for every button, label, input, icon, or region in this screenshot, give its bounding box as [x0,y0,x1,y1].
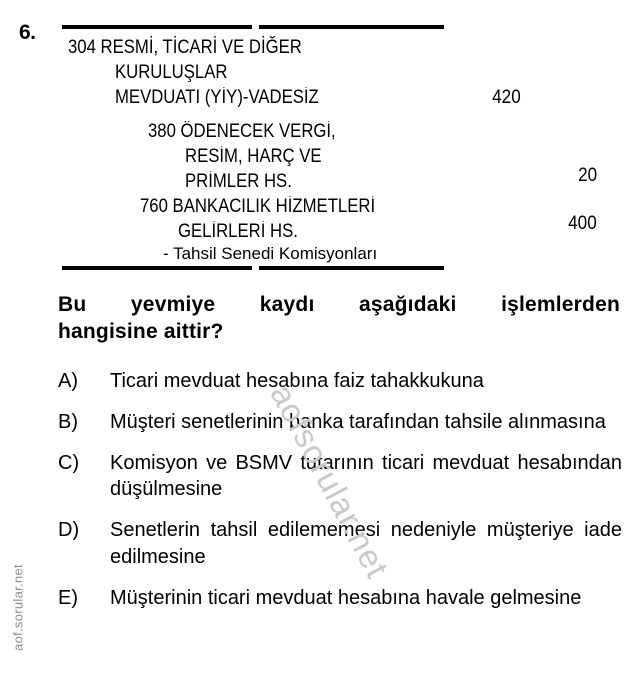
option-letter: A) [58,370,78,392]
journal-top-rule-left [62,25,252,29]
option-text: Ticari mevduat hesabına faiz tahakkukuna [110,370,484,392]
answer-option-c[interactable] [58,450,622,504]
answer-options-list [58,368,622,626]
answer-option-a[interactable] [58,368,622,395]
journal-line: 760 BANKACILIK HİZMETLERİ [140,196,376,217]
option-text: Komisyon ve BSMV tutarının ticari mevduat hesabından düşülmesine [110,451,622,501]
option-letter: B) [58,410,78,433]
option-text: Senetlerin tahsil edilememesi nedeniyle müşteriye iade edilmesine [110,519,622,568]
journal-line: MEVDUATI (YİY)-VADESİZ [115,87,319,108]
option-text: Müşteri senetlerinin banka tarafından tahsile alınmasına [110,410,606,433]
journal-line: 380 ÖDENECEK VERGİ, [148,121,336,142]
question-stem-line-2: hangisine aittir? [58,319,224,343]
journal-line: - Tahsil Senedi Komisyonları [163,244,378,263]
question-stem [58,292,620,346]
diagonal-watermark: aofsorular.net [263,378,397,585]
option-letter: C) [58,451,80,474]
journal-entry-block [0,0,635,282]
journal-amount: 400 [568,213,597,234]
option-letter: D) [58,519,80,542]
journal-line: KURULUŞLAR [115,62,228,83]
journal-bottom-rule-right [259,266,444,270]
journal-line: GELİRLERİ HS. [178,221,298,242]
journal-line: PRİMLER HS. [185,171,292,192]
journal-top-rule-right [259,25,444,29]
journal-amount: 20 [577,165,597,186]
answer-option-e[interactable] [58,585,622,612]
journal-line: RESİM, HARÇ VE [185,146,322,167]
answer-option-d[interactable] [58,517,622,571]
journal-line: 304 RESMİ, TİCARİ VE DİĞER [68,37,302,58]
side-watermark: aof.sorular.net [10,564,26,651]
question-number: 6. [19,21,36,44]
question-stem-line-1: Bu yevmiye kaydı aşağıdaki işlemlerden [58,293,620,316]
journal-bottom-rule-left [62,266,252,270]
option-letter: E) [58,586,78,609]
journal-amount: 420 [492,87,521,108]
answer-option-b[interactable] [58,409,622,436]
option-text: Müşterinin ticari mevduat hesabına havale gelmesine [110,586,582,609]
